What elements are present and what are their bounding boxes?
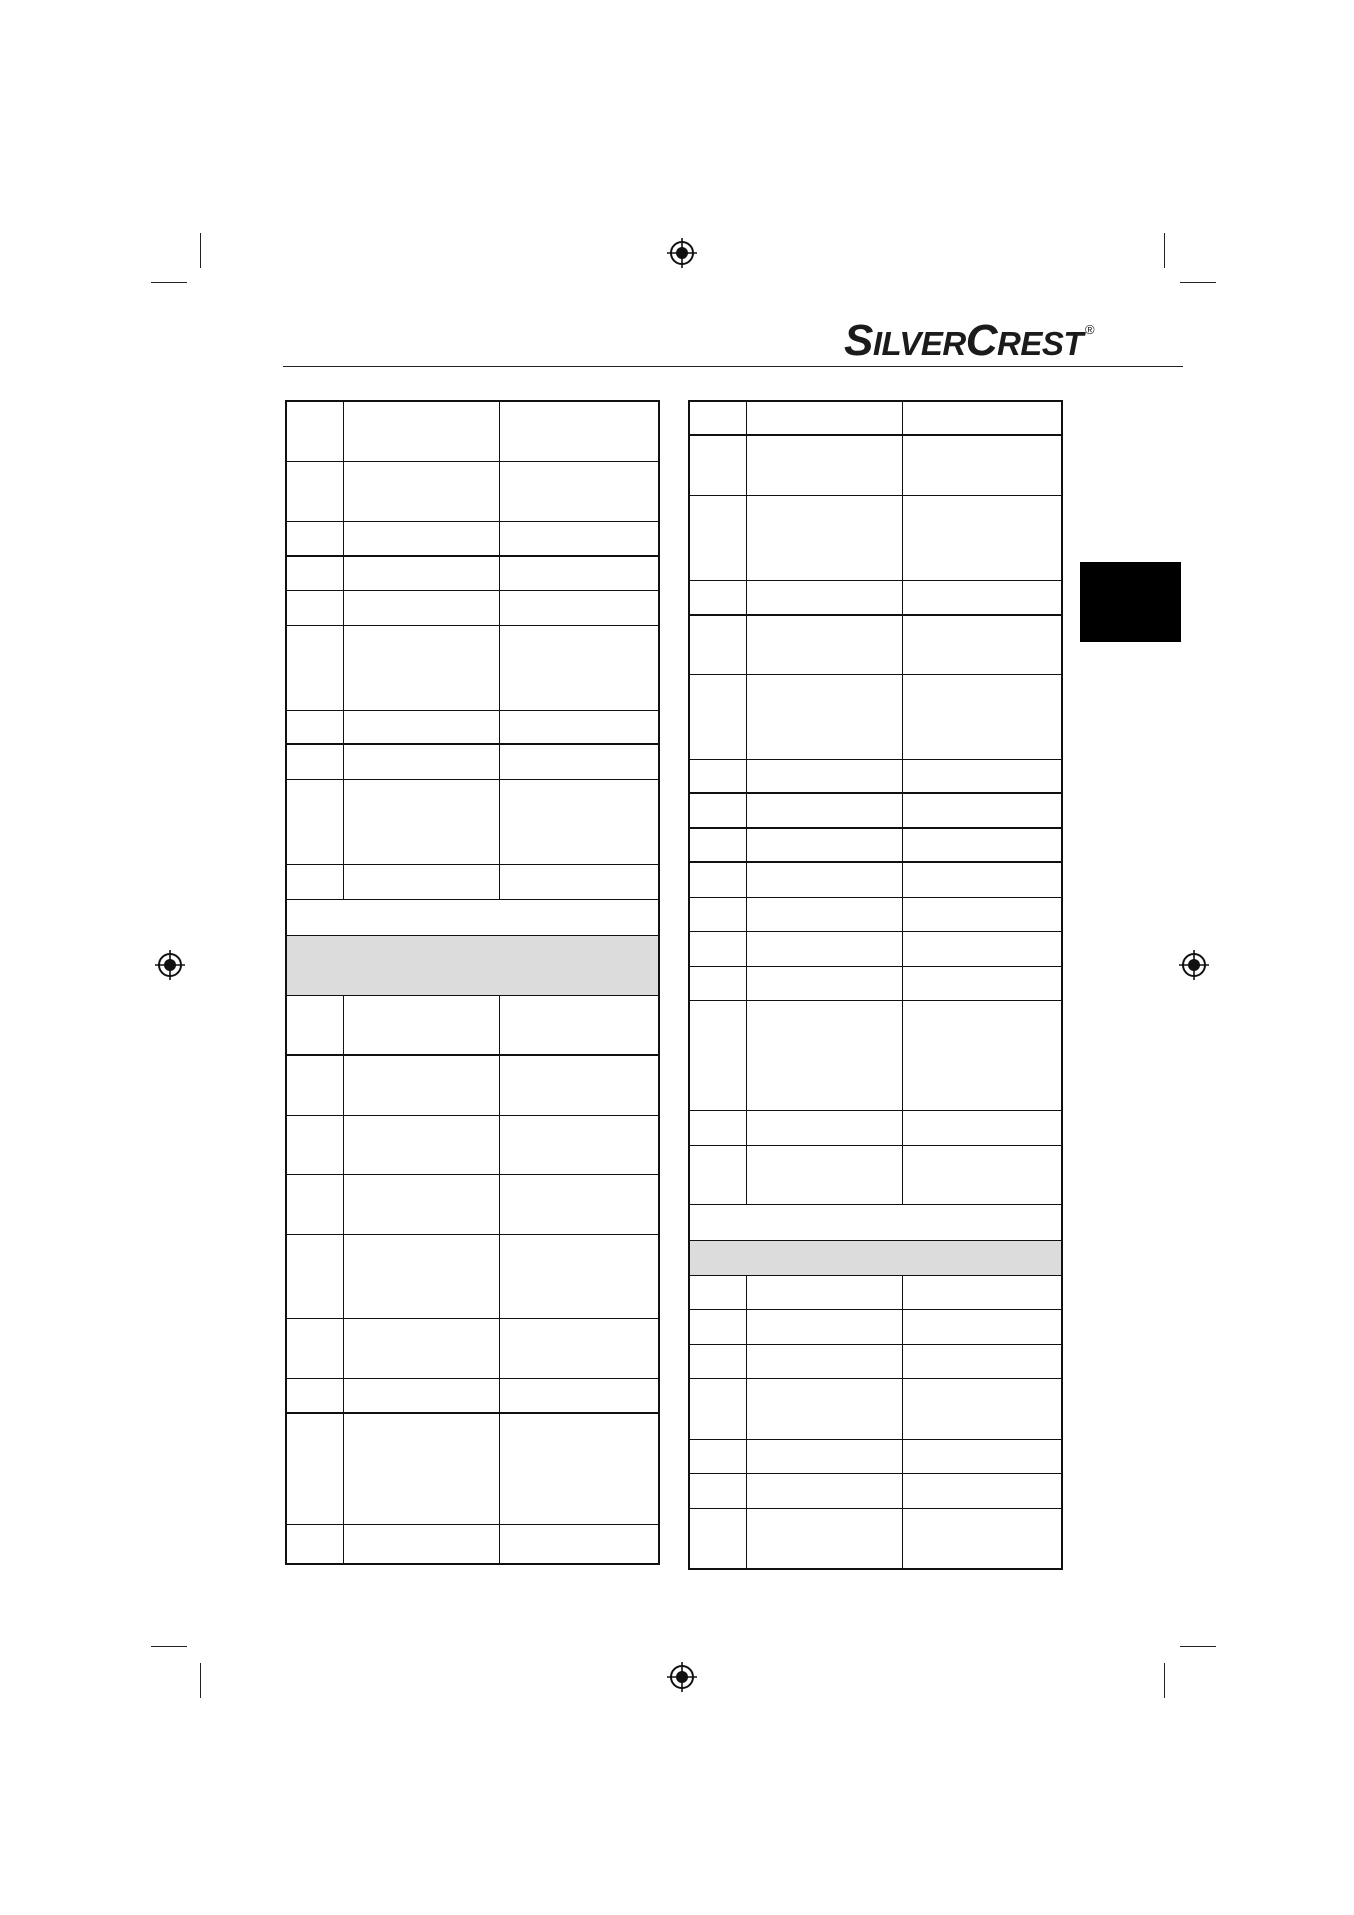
right-table-row	[689, 1204, 1062, 1240]
registration-mark-bottom-icon	[666, 1661, 698, 1693]
right-table-cell	[902, 966, 1062, 1000]
right-table-cell	[689, 759, 746, 793]
crop-mark-top-right-vertical	[1164, 233, 1165, 268]
left-table-cell	[343, 521, 499, 556]
left-table-row	[286, 625, 659, 710]
left-table-cell	[499, 590, 659, 625]
left-table-cell	[343, 995, 499, 1055]
right-table-cell	[689, 1344, 746, 1378]
left-table-row	[286, 1234, 659, 1318]
right-table-cell	[746, 1508, 902, 1569]
crop-mark-top-right-horizontal	[1180, 282, 1216, 283]
language-tab-block	[1080, 562, 1181, 642]
right-table-cell	[746, 862, 902, 897]
left-table-cell	[286, 521, 343, 556]
left-table-cell	[343, 1174, 499, 1234]
left-table-row	[286, 935, 659, 995]
right-table-cell	[689, 1309, 746, 1344]
left-table-cell	[343, 1055, 499, 1115]
right-table-cell	[689, 1508, 746, 1569]
left-table-row	[286, 1115, 659, 1174]
left-table-cell	[499, 995, 659, 1055]
right-table-row	[689, 1240, 1062, 1275]
crop-mark-bottom-left-vertical	[200, 1663, 201, 1698]
registration-mark-top-icon	[666, 237, 698, 269]
crop-mark-bottom-right-vertical	[1164, 1663, 1165, 1698]
crop-mark-bottom-left-horizontal	[151, 1646, 187, 1647]
crop-mark-top-left-vertical	[200, 233, 201, 268]
left-table-cell	[499, 1524, 659, 1564]
right-table-cell	[746, 793, 902, 828]
right-table-cell	[902, 435, 1062, 495]
right-table-cell	[689, 1000, 746, 1110]
right-table-cell	[902, 1439, 1062, 1473]
right-table-cell	[746, 435, 902, 495]
right-table-cell	[689, 674, 746, 759]
right-table-cell	[902, 1344, 1062, 1378]
right-table-spanning-cell	[689, 1204, 1062, 1240]
left-table-cell	[343, 744, 499, 779]
brand-rest-2: REST	[997, 325, 1084, 362]
right-table-row	[689, 1145, 1062, 1204]
right-table-cell	[902, 759, 1062, 793]
right-table-row	[689, 580, 1062, 615]
right-table-cell	[746, 759, 902, 793]
left-table-row	[286, 1174, 659, 1234]
right-table-row	[689, 401, 1062, 435]
left-table-cell	[286, 1318, 343, 1378]
left-table-cell	[286, 1378, 343, 1413]
left-table-row	[286, 864, 659, 899]
right-table-row	[689, 615, 1062, 674]
left-table-row	[286, 779, 659, 864]
left-table-cell	[286, 1115, 343, 1174]
right-table-row	[689, 1275, 1062, 1309]
right-table-row	[689, 1378, 1062, 1439]
right-table-cell	[689, 615, 746, 674]
left-table-row	[286, 590, 659, 625]
left-table-cell	[499, 1174, 659, 1234]
left-table-cell	[499, 864, 659, 899]
right-table-cell	[746, 1110, 902, 1145]
left-table-row	[286, 461, 659, 521]
left-table-row	[286, 1055, 659, 1115]
right-table-cell	[902, 862, 1062, 897]
left-table-cell	[343, 710, 499, 744]
left-table-cell	[499, 401, 659, 461]
right-table-section-header	[689, 1240, 1062, 1275]
left-table-cell	[286, 710, 343, 744]
left-table-row	[286, 744, 659, 779]
left-table-row	[286, 899, 659, 935]
right-table-cell	[746, 1344, 902, 1378]
right-table-cell	[746, 674, 902, 759]
right-table-cell	[902, 1378, 1062, 1439]
registration-mark-left-icon	[154, 949, 186, 981]
right-table-cell	[689, 862, 746, 897]
brand-logo	[844, 316, 1094, 366]
right-table-cell	[689, 1439, 746, 1473]
left-table-cell	[343, 1234, 499, 1318]
left-table-cell	[286, 779, 343, 864]
left-table-cell	[499, 1378, 659, 1413]
right-table-row	[689, 1439, 1062, 1473]
right-table-cell	[902, 1145, 1062, 1204]
right-table-cell	[689, 966, 746, 1000]
right-table-row	[689, 1344, 1062, 1378]
right-table-row	[689, 966, 1062, 1000]
left-table-cell	[286, 1174, 343, 1234]
right-table-cell	[689, 580, 746, 615]
crop-mark-top-left-horizontal	[151, 282, 187, 283]
right-table-cell	[746, 1000, 902, 1110]
right-table-cell	[746, 1473, 902, 1508]
left-table	[285, 400, 660, 1565]
left-table-cell	[499, 556, 659, 590]
left-table-cell	[343, 779, 499, 864]
registered-mark: ®	[1085, 322, 1095, 337]
left-table-cell	[343, 1378, 499, 1413]
left-table-cell	[343, 1413, 499, 1524]
right-table-cell	[902, 1275, 1062, 1309]
left-table-cell	[499, 1055, 659, 1115]
left-table-spanning-cell	[286, 899, 659, 935]
left-table-row	[286, 1413, 659, 1524]
right-table-cell	[746, 897, 902, 931]
right-table-cell	[746, 495, 902, 580]
right-table-cell	[902, 931, 1062, 966]
right-table-cell	[689, 828, 746, 862]
left-table-cell	[499, 1413, 659, 1524]
header-rule	[283, 366, 1183, 367]
right-table-cell	[689, 1275, 746, 1309]
left-table-cell	[343, 401, 499, 461]
right-table-row	[689, 759, 1062, 793]
brand-initial-2: C	[965, 316, 997, 365]
right-table-cell	[746, 1145, 902, 1204]
left-table-cell	[286, 995, 343, 1055]
left-table-cell	[343, 1115, 499, 1174]
right-table-cell	[902, 1000, 1062, 1110]
right-table-cell	[689, 495, 746, 580]
left-table-cell	[286, 1413, 343, 1524]
right-table-cell	[746, 401, 902, 435]
right-table-cell	[746, 966, 902, 1000]
right-table-row	[689, 862, 1062, 897]
left-table-row	[286, 521, 659, 556]
left-table-cell	[286, 744, 343, 779]
right-table-row	[689, 1000, 1062, 1110]
left-table-cell	[499, 710, 659, 744]
left-table-cell	[499, 1234, 659, 1318]
brand-initial-1: S	[844, 316, 873, 365]
left-table-cell	[286, 461, 343, 521]
right-table-cell	[902, 674, 1062, 759]
crop-mark-bottom-right-horizontal	[1180, 1646, 1216, 1647]
left-table-row	[286, 1318, 659, 1378]
right-table-cell	[746, 828, 902, 862]
right-table-row	[689, 931, 1062, 966]
right-table-cell	[689, 931, 746, 966]
left-table-section-header	[286, 935, 659, 995]
registration-mark-right-icon	[1178, 949, 1210, 981]
right-table-row	[689, 897, 1062, 931]
brand-rest-1: ILVER	[872, 325, 966, 362]
right-table-row	[689, 1110, 1062, 1145]
right-table-cell	[689, 1110, 746, 1145]
left-table-row	[286, 556, 659, 590]
right-table-row	[689, 828, 1062, 862]
right-table-row	[689, 435, 1062, 495]
right-table-cell	[689, 401, 746, 435]
left-table-cell	[286, 1055, 343, 1115]
right-table-cell	[689, 1473, 746, 1508]
right-table-cell	[689, 897, 746, 931]
right-table-cell	[689, 793, 746, 828]
right-table-cell	[902, 580, 1062, 615]
left-table-cell	[286, 1524, 343, 1564]
right-table-cell	[689, 1145, 746, 1204]
left-table-cell	[499, 461, 659, 521]
right-table-cell	[689, 1378, 746, 1439]
right-table-cell	[746, 1378, 902, 1439]
left-table-cell	[286, 1234, 343, 1318]
left-table-cell	[286, 556, 343, 590]
right-table-cell	[902, 793, 1062, 828]
left-table-cell	[499, 1115, 659, 1174]
left-table-cell	[286, 625, 343, 710]
left-table-cell	[343, 590, 499, 625]
left-table-row	[286, 1524, 659, 1564]
left-table-cell	[343, 864, 499, 899]
right-table-cell	[902, 828, 1062, 862]
right-table-cell	[902, 897, 1062, 931]
left-table-row	[286, 710, 659, 744]
right-table-cell	[902, 401, 1062, 435]
right-table	[688, 400, 1063, 1570]
left-table-row	[286, 995, 659, 1055]
right-table-cell	[689, 435, 746, 495]
left-table-cell	[343, 556, 499, 590]
right-table-row	[689, 1508, 1062, 1569]
right-table-row	[689, 495, 1062, 580]
left-table-cell	[499, 1318, 659, 1378]
left-table-cell	[343, 461, 499, 521]
right-table-cell	[902, 495, 1062, 580]
right-table-cell	[902, 615, 1062, 674]
right-table-cell	[902, 1473, 1062, 1508]
left-table-row	[286, 1378, 659, 1413]
right-table-cell	[902, 1309, 1062, 1344]
right-table-row	[689, 1309, 1062, 1344]
right-table-cell	[746, 1275, 902, 1309]
left-table-cell	[499, 625, 659, 710]
right-table-cell	[902, 1508, 1062, 1569]
right-table-cell	[746, 615, 902, 674]
left-table-cell	[343, 1318, 499, 1378]
left-table-cell	[499, 744, 659, 779]
right-table-cell	[746, 1439, 902, 1473]
right-table-row	[689, 793, 1062, 828]
right-table-cell	[902, 1110, 1062, 1145]
left-table-cell	[343, 1524, 499, 1564]
left-table-cell	[286, 590, 343, 625]
left-table-cell	[343, 625, 499, 710]
right-table-cell	[746, 931, 902, 966]
left-table-cell	[286, 864, 343, 899]
right-table-row	[689, 674, 1062, 759]
right-table-row	[689, 1473, 1062, 1508]
left-table-cell	[499, 779, 659, 864]
left-table-cell	[286, 401, 343, 461]
left-table-cell	[499, 521, 659, 556]
right-table-cell	[746, 1309, 902, 1344]
left-table-row	[286, 401, 659, 461]
right-table-cell	[746, 580, 902, 615]
